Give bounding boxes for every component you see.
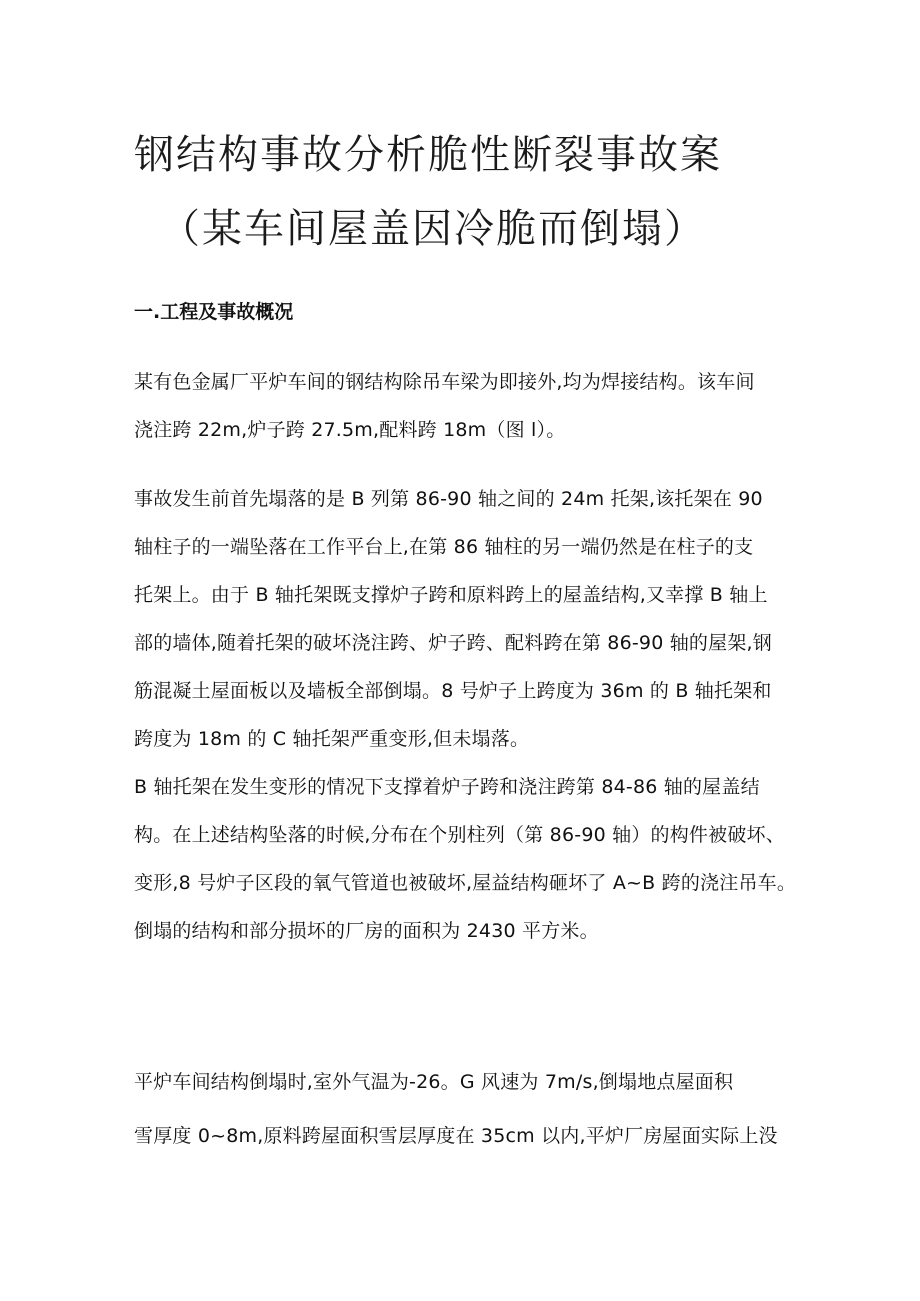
paragraph-3-line: 变形,8 号炉子区段的氧气管道也被破坏,屋益结构砸坏了 A~B 跨的浇注吊车。: [134, 872, 797, 894]
paragraph-1-line: 浇注跨 22m,炉子跨 27.5m,配料跨 18m（图 l）。: [134, 419, 566, 441]
section-heading: 一.工程及事故概况: [134, 301, 294, 323]
paragraph-4-line: 雪厚度 0~8m,原料跨屋面积雪层厚度在 35cm 以内,平炉厂房屋面实际上没: [134, 1125, 778, 1147]
paragraph-2-line: 轴柱子的一端坠落在工作平台上,在第 86 轴柱的另一端仍然是在柱子的支: [134, 536, 754, 558]
paragraph-1-line: 某有色金属厂平炉车间的钢结构除吊车梁为即接外,均为焊接结构。该车间: [134, 371, 755, 393]
paragraph-3-line: B 轴托架在发生变形的情况下支撑着炉子跨和浇注跨第 84-86 轴的屋盖结: [134, 776, 760, 798]
paragraph-2-line: 事故发生前首先塌落的是 B 列第 86-90 轴之间的 24m 托架,该托架在 90: [134, 488, 763, 510]
paragraph-2-line: 托架上。由于 B 轴托架既支撑炉子跨和原料跨上的屋盖结构,又幸撑 B 轴上: [134, 584, 768, 606]
paragraph-4-line: 平炉车间结构倒塌时,室外气温为-26。G 风速为 7m/s,倒塌地点屋面积: [134, 1071, 734, 1093]
paragraph-2-line: 筋混凝土屋面板以及墙板全部倒塌。8 号炉子上跨度为 36m 的 B 轴托架和: [134, 680, 772, 702]
paragraph-2-line: 部的墙体,随着托架的破坏浇注跨、炉子跨、配料跨在第 86-90 轴的屋架,钢: [134, 632, 772, 654]
paragraph-3-line: 构。在上述结构坠落的时候,分布在个别柱列（第 86-90 轴）的构件被破坏、: [134, 824, 785, 846]
title-line-1: 钢结构事故分析脆性断裂事故案: [134, 132, 722, 178]
paragraph-3-line: 倒塌的结构和部分损坏的厂房的面积为 2430 平方米。: [134, 920, 599, 942]
paragraph-2-line: 跨度为 18m 的 C 轴托架严重变形,但未塌落。: [134, 728, 530, 750]
title-line-2: （某车间屋盖因冷脆而倒塌）: [160, 206, 706, 252]
